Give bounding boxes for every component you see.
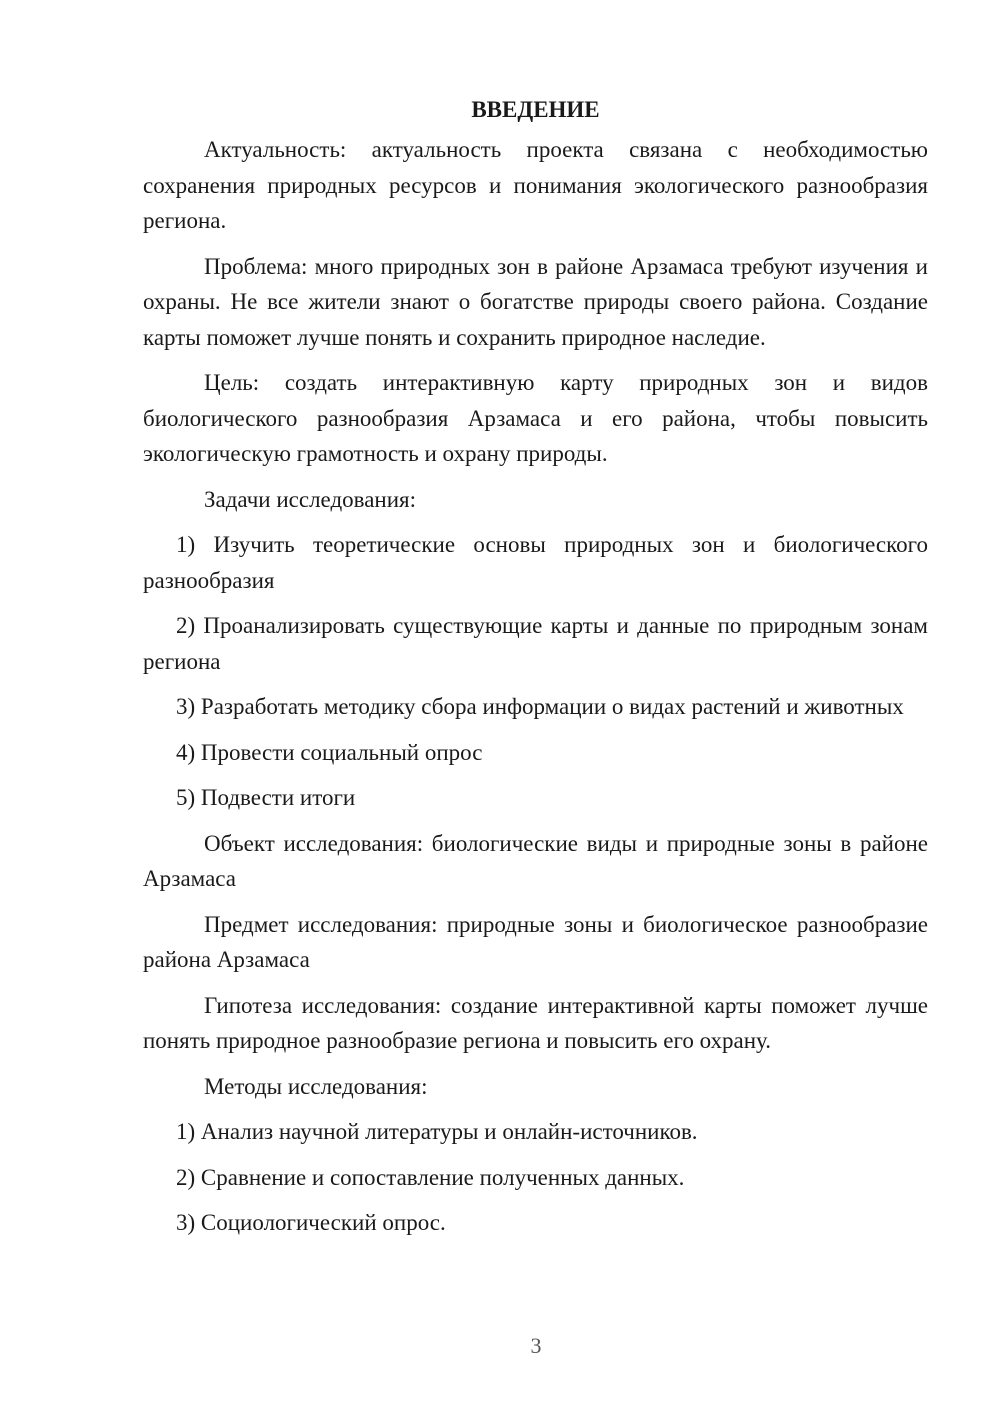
relevance-paragraph: Актуальность: актуальность проекта связана с необходимостью сохранения природных ресурсов и понимания экологического разнообразия региона.	[143, 137, 928, 233]
methods-title: Методы исследования:	[204, 1073, 428, 1099]
hypothesis-paragraph: Гипотеза исследования: создание интерактивной карты поможет лучше понять природное разнообразие региона и повысить его охрану.	[143, 992, 928, 1053]
task-item-3: 3) Разработать методику сбора информации о видах растений и животных	[176, 694, 904, 719]
page-number: 3	[530, 1333, 542, 1358]
task-item-2: 2) Проанализировать существующие карты и данные по природным зонам региона	[143, 613, 928, 674]
document-page	[143, 92, 928, 1241]
problem-paragraph: Проблема: много природных зон в районе Арзамаса требуют изучения и охраны. Не все жители знают о богатстве природы своего района. Создание карты поможет лучше понять и сохранить природное наследие.	[143, 253, 928, 350]
subject-paragraph: Предмет исследования: природные зоны и биологическое разнообразие района Арзамаса	[143, 911, 928, 972]
tasks-title: Задачи исследования:	[204, 486, 417, 512]
task-item-5: 5) Подвести итоги	[176, 785, 356, 810]
goal-paragraph: Цель: создать интерактивную карту природных зон и видов биологического разнообразия Арзамаса и его района, чтобы повысить экологическую грамотность и охрану природы.	[143, 370, 928, 466]
method-item-1: 1) Анализ научной литературы и онлайн-источников.	[176, 1119, 698, 1144]
task-item-4: 4) Провести социальный опрос	[176, 739, 483, 765]
task-item-1: 1) Изучить теоретические основы природных зон и биологического разнообразия	[143, 532, 928, 593]
method-item-3: 3) Социологический опрос.	[176, 1210, 446, 1235]
section-heading: ВВЕДЕНИЕ	[471, 97, 600, 122]
object-paragraph: Объект исследования: биологические виды и природные зоны в районе Арзамаса	[143, 830, 928, 891]
method-item-2: 2) Сравнение и сопоставление полученных данных.	[176, 1164, 685, 1190]
